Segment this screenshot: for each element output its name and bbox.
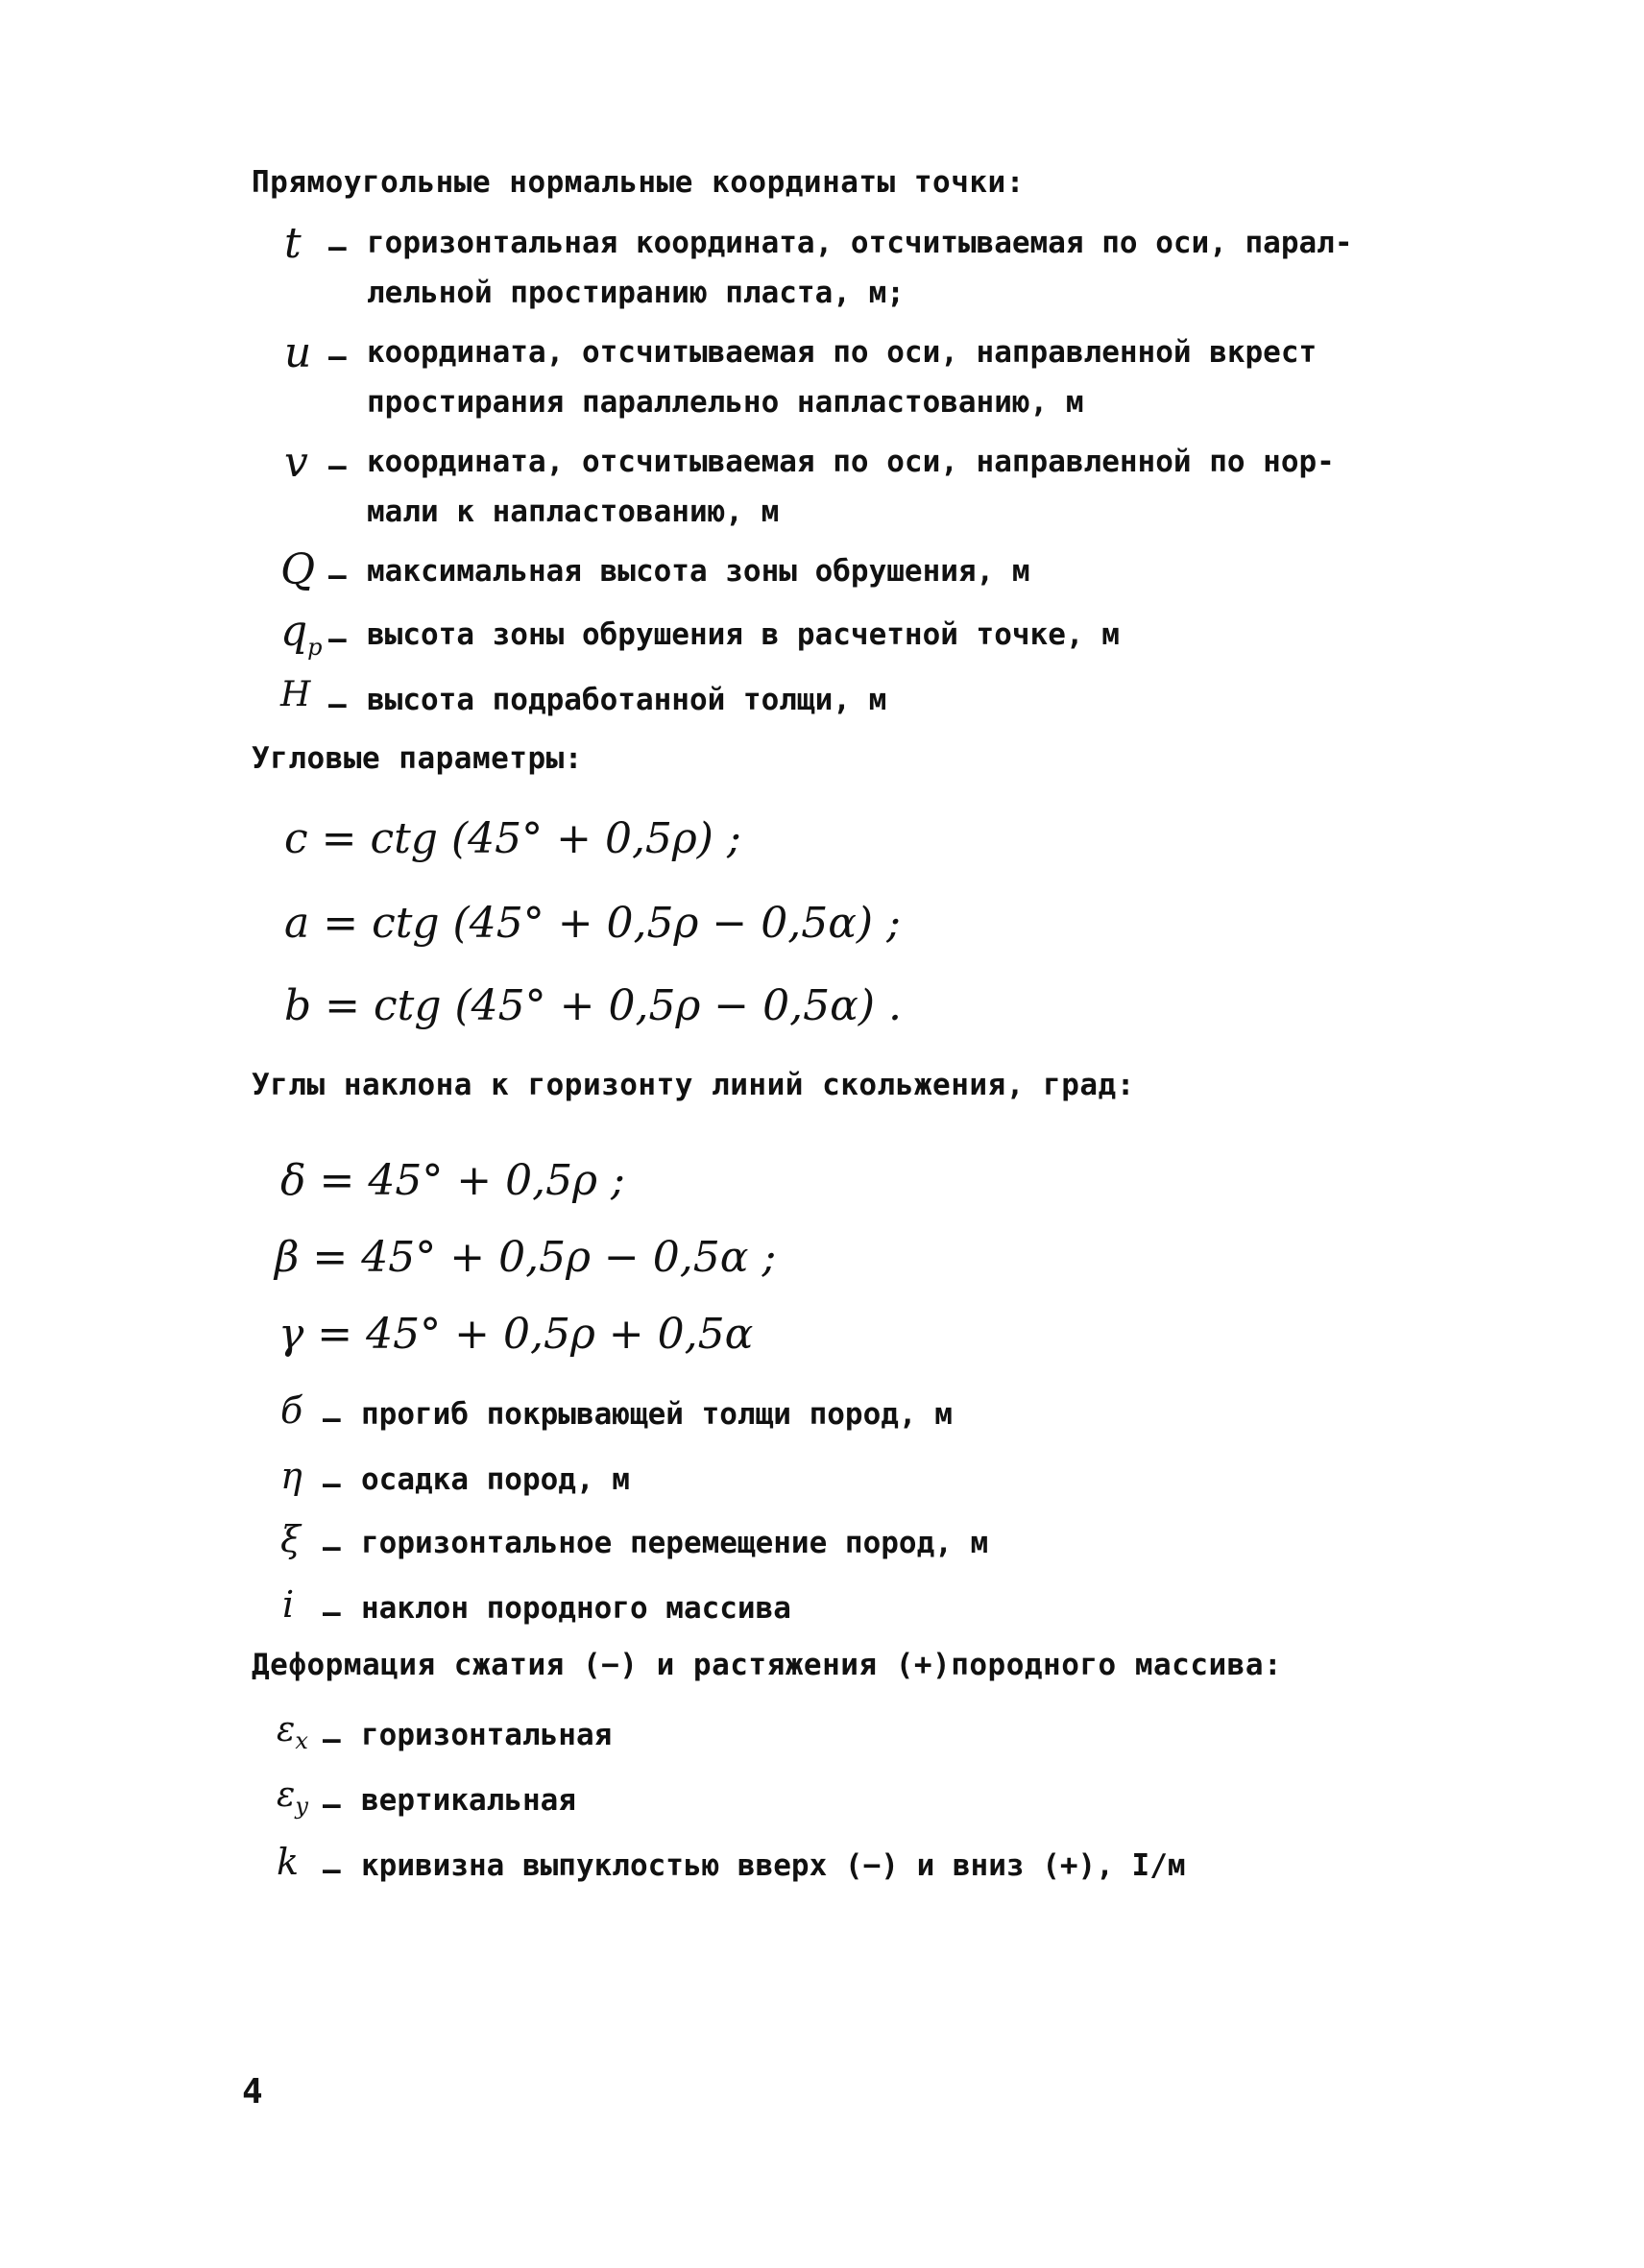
dash: – — [323, 1723, 341, 1757]
term-v-line-1: координата, отсчитываемая по оси, направленной по нор- — [367, 445, 1335, 479]
formula-a: a = ctg (45° + 0,5ρ − 0,5α) ; — [284, 899, 901, 948]
term-b — [252, 1390, 1433, 1442]
symbol-u: u — [284, 328, 312, 377]
heading-angular-params: Угловые параметры: — [252, 741, 583, 776]
term-Q — [252, 547, 1433, 599]
dash: – — [328, 622, 347, 657]
term-t-line-2: лельной простиранию пласта, м; — [367, 276, 905, 310]
formula-delta: δ = 45° + 0,5ρ ; — [280, 1156, 625, 1205]
dash: – — [323, 1402, 341, 1436]
term-qp-line-1: высота зоны обрушения в расчетной точке, м — [367, 617, 1120, 652]
symbol-eps-x-subscript: x — [295, 1727, 308, 1755]
symbol-qp-subscript: p — [307, 633, 323, 661]
heading-deformation: Деформация сжатия (−) и растяжения (+)породного массива: — [252, 1648, 1283, 1682]
term-H — [252, 676, 1433, 728]
symbol-b: б — [280, 1389, 303, 1432]
term-xi — [252, 1519, 1433, 1571]
term-v-line-2: мали к напластованию, м — [367, 495, 780, 529]
term-eps-x — [252, 1711, 1433, 1763]
formula-c: c = ctg (45° + 0,5ρ) ; — [284, 814, 741, 863]
dash: – — [328, 688, 347, 722]
symbol-eps-y — [277, 1775, 308, 1821]
symbol-eta: η — [280, 1455, 302, 1497]
dash: – — [323, 1853, 341, 1888]
symbol-qp-base: q — [280, 607, 308, 656]
heading-coordinates: Прямоугольные нормальные координаты точки: — [252, 165, 1025, 200]
term-eps-y — [252, 1776, 1433, 1828]
symbol-v: v — [284, 438, 308, 487]
dash: – — [323, 1596, 341, 1630]
dash: – — [323, 1531, 341, 1565]
formula-beta: β = 45° + 0,5ρ − 0,5α ; — [275, 1233, 777, 1282]
symbol-k: k — [277, 1841, 300, 1883]
term-i-line-1: наклон породного массива — [361, 1591, 791, 1626]
symbol-eps-x-base: ε — [277, 1710, 296, 1749]
term-eta — [252, 1456, 1433, 1508]
formula-b: b = ctg (45° + 0,5ρ − 0,5α) . — [284, 981, 902, 1030]
formula-gamma: γ = 45° + 0,5ρ + 0,5α — [278, 1310, 754, 1359]
symbol-i: i — [282, 1583, 295, 1626]
term-u-line-2: простирания параллельно напластованию, м — [367, 385, 1084, 420]
term-eta-line-1: осадка пород, м — [361, 1462, 630, 1497]
symbol-eps-y-subscript: y — [295, 1793, 308, 1821]
term-k — [252, 1842, 1433, 1894]
dash: – — [323, 1467, 341, 1502]
term-eps-x-line-1: горизонтальная — [361, 1718, 613, 1752]
symbol-t: t — [284, 219, 302, 268]
dash: – — [328, 449, 347, 484]
term-i — [252, 1584, 1433, 1636]
term-t — [252, 219, 1433, 315]
term-H-line-1: высота подработанной толщи, м — [367, 683, 887, 717]
symbol-eps-x — [277, 1710, 308, 1755]
dash: – — [328, 230, 347, 265]
dash: – — [328, 340, 347, 374]
symbol-Q: Q — [280, 545, 316, 594]
symbol-xi: ξ — [280, 1518, 301, 1560]
term-eps-y-line-1: вертикальная — [361, 1783, 576, 1818]
term-k-line-1: кривизна выпуклостью вверх (−) и вниз (+), I/м — [361, 1848, 1186, 1883]
symbol-qp — [280, 607, 323, 661]
page-number: 4 — [242, 2072, 263, 2111]
symbol-H: H — [280, 675, 311, 714]
term-xi-line-1: горизонтальное перемещение пород, м — [361, 1526, 989, 1560]
term-b-line-1: прогиб покрывающей толщи пород, м — [361, 1397, 953, 1432]
dash: – — [328, 559, 347, 593]
heading-slip-angles: Углы наклона к горизонту линий скольжения, град: — [252, 1068, 1135, 1102]
dash: – — [323, 1788, 341, 1822]
term-u — [252, 328, 1433, 424]
term-u-line-1: координата, отсчитываемая по оси, направленной вкрест — [367, 335, 1318, 370]
term-qp — [252, 607, 1433, 672]
term-Q-line-1: максимальная высота зоны обрушения, м — [367, 554, 1030, 589]
term-t-line-1: горизонтальная координата, отсчитываемая по оси, парал- — [367, 226, 1353, 260]
symbol-eps-y-base: ε — [277, 1775, 296, 1815]
term-v — [252, 438, 1433, 534]
